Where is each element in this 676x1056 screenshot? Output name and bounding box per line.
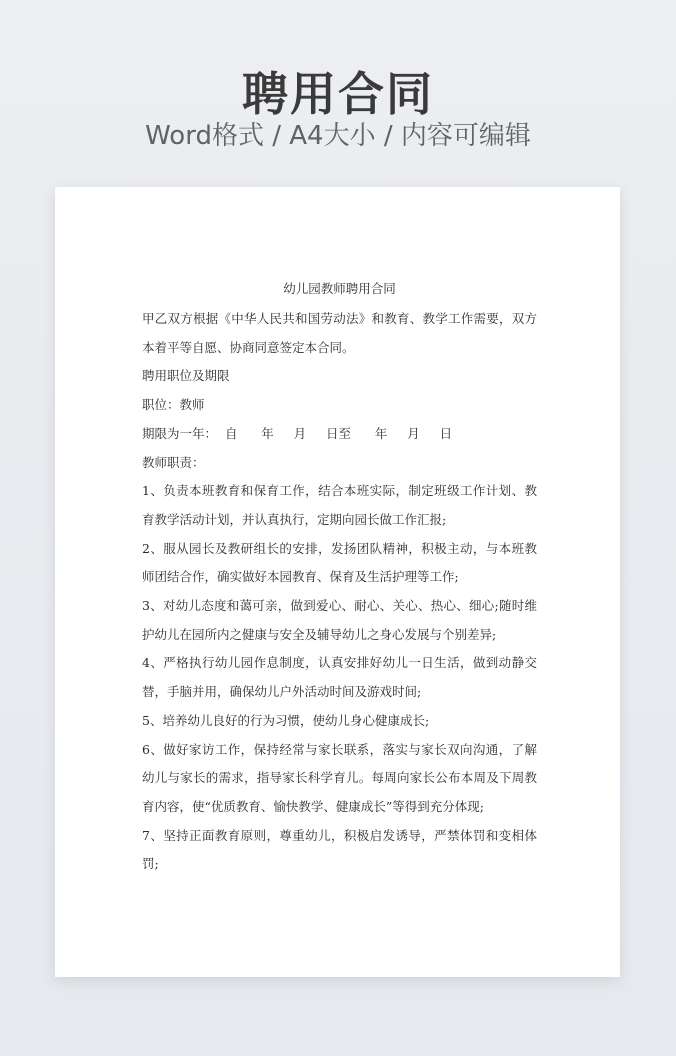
banner-subtitle: Word格式 / A4大小 / 内容可编辑: [145, 121, 531, 151]
banner-title: 聘用合同: [242, 67, 434, 121]
duty-item: 3、对幼儿态度和蔼可亲，做到爱心、耐心、关心、热心、细心;随时维护幼儿在园所内之健康与安全及辅导幼儿之身心发展与个别差异;: [142, 598, 537, 642]
document-body: [142, 275, 537, 879]
duty-item: 7、坚持正面教育原则，尊重幼儿，积极启发诱导，严禁体罚和变相体罚;: [142, 827, 537, 872]
duty-item: 2、服从园长及教研组长的安排，发扬团队精神，积极主动，与本班教师团结合作，确实做好本园教育、保育及生活护理等工作;: [142, 540, 537, 585]
duty-item: 5、培养幼儿良好的行为习惯，使幼儿身心健康成长;: [142, 712, 430, 728]
duty-item: 1、负责本班教育和保育工作，结合本班实际，制定班级工作计划、教育教学活动计划，并认真执行，定期向园长做工作汇报;: [142, 483, 537, 527]
document-title: 幼儿园教师聘用合同: [283, 281, 396, 296]
duty-item: 6、做好家访工作，保持经常与家长联系，落实与家长双向沟通，了解幼儿与家长的需求，指导家长科学育儿。每周向家长公布本周及下周教育内容，使“优质教育、愉快教学、健康成长”等得到充分体现;: [142, 741, 537, 814]
intro-paragraph: 甲乙双方根据《中华人民共和国劳动法》和教育、教学工作需要，双方本着平等自愿、协商同意签定本合同。: [142, 311, 537, 355]
period-line: 期限为一年： 自 年 月 日至 年 月 日: [142, 425, 453, 441]
duties-heading: 教师职责：: [142, 454, 205, 470]
position-line: 职位：教师: [142, 397, 205, 413]
document-page: [55, 187, 620, 977]
duty-item: 4、严格执行幼儿园作息制度，认真安排好幼儿一日生活，做到动静交替，手脑并用，确保幼儿户外活动时间及游戏时间;: [142, 655, 537, 700]
section-heading: 聘用职位及期限: [142, 368, 230, 384]
